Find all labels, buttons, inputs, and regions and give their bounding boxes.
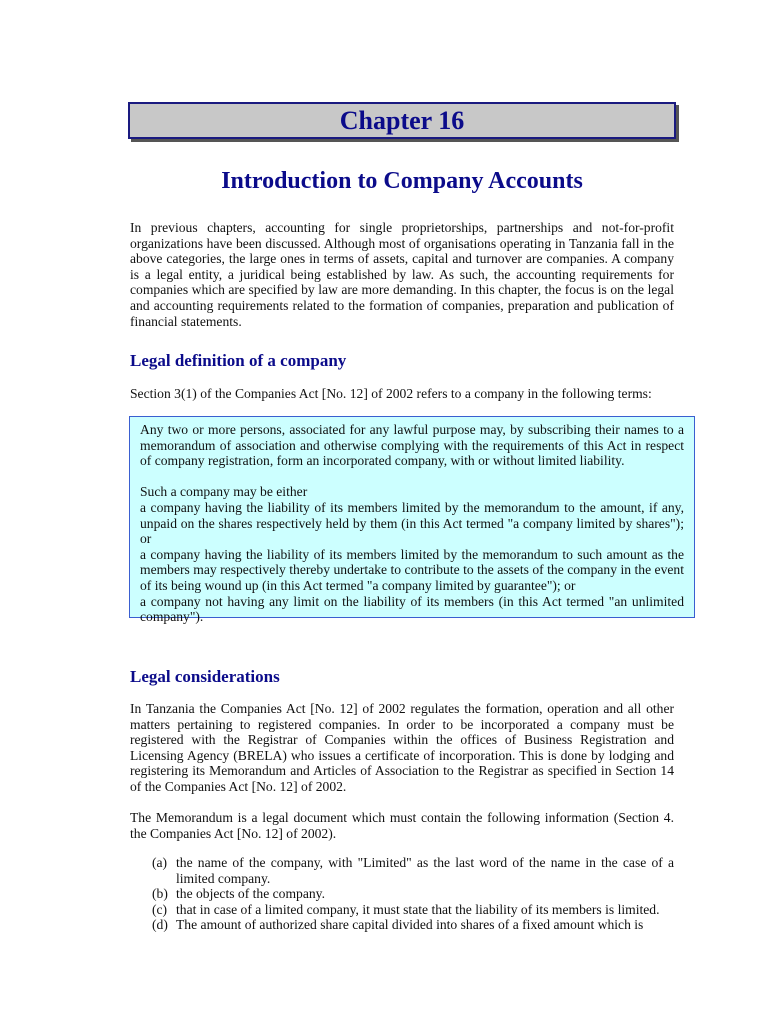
quote-paragraph: a company having the liability of its members limited by the memorandum to the amount, if any, unpaid on the shares respectively held by them (in this Act termed "a company limited by shares"); or [140, 499, 684, 547]
quote-spacer [140, 469, 684, 485]
quote-paragraph: Any two or more persons, associated for any lawful purpose may, by subscribing their names to a memorandum of association and otherwise complying with the requirements of this Act in respect of company registration, form an incorporated company, with or without limited liability. [140, 422, 684, 469]
body-paragraph: The Memorandum is a legal document which must contain the following information (Section 4. the Companies Act [No. 12] of 2002). [130, 810, 674, 841]
list-marker: (c) [152, 901, 168, 917]
section-heading-legal-definition: Legal definition of a company [130, 351, 347, 370]
chapter-label: Chapter 16 [339, 106, 465, 135]
section-lead-paragraph: Section 3(1) of the Companies Act [No. 12] of 2002 refers to a company in the following terms: [130, 386, 652, 401]
list-item-text: The amount of authorized share capital divided into shares of a fixed amount which is [176, 917, 644, 933]
list-marker: (a) [152, 855, 168, 870]
intro-paragraph: In previous chapters, accounting for single proprietorships, partnerships and not-for-profit organizations have been discussed. Although most of organisations operating in Tanzania fall in the above categories, the large ones in terms of assets, capital and turnover are companies. A company is a legal entity, a juridical being established by law. As such, the accounting requirements for companies which are specified by law are more demanding. In this chapter, the focus is on the legal and accounting requirements related to the formation of companies, preparation and publication of financial statements. [130, 220, 674, 329]
page-title: Introduction to Company Accounts [221, 168, 583, 194]
quote-paragraph: Such a company may be either [140, 484, 308, 500]
list-marker: (b) [152, 886, 168, 902]
chapter-banner [128, 102, 676, 139]
list-item-text: the name of the company, with "Limited" as the last word of the name in the case of a limited company. [176, 855, 674, 886]
section-heading-legal-considerations: Legal considerations [130, 667, 280, 686]
list-item [152, 902, 674, 918]
list-item-text: the objects of the company. [176, 886, 325, 902]
list-marker: (d) [152, 917, 168, 933]
body-paragraph: In Tanzania the Companies Act [No. 12] of 2002 regulates the formation, operation and all other matters pertaining to registered companies. In order to be incorporated a company must be registered with the Registrar of Companies within the offices of Business Registration and Licensing Agency (BRELA) who issues a certificate of incorporation. This is done by lodging and registering its Memorandum and Articles of Association to the Registrar as specified in Section 14 of the Companies Act [No. 12] of 2002. [130, 701, 674, 794]
list-item [152, 886, 674, 902]
quote-paragraph: a company having the liability of its members limited by the memorandum to such amount as the members may respectively thereby undertake to contribute to the assets of the company in the event of its being wound up (in this Act termed "a company limited by guarantee"); or [140, 546, 684, 593]
statute-quote-box [129, 416, 695, 625]
memorandum-requirements-list [152, 855, 674, 933]
list-item [152, 917, 674, 933]
quote-paragraph: a company not having any limit on the liability of its members (in this Act termed "an unlimited company"). [140, 593, 684, 625]
list-item-text: that in case of a limited company, it must state that the liability of its members is limited. [176, 901, 660, 917]
list-item [152, 855, 674, 886]
